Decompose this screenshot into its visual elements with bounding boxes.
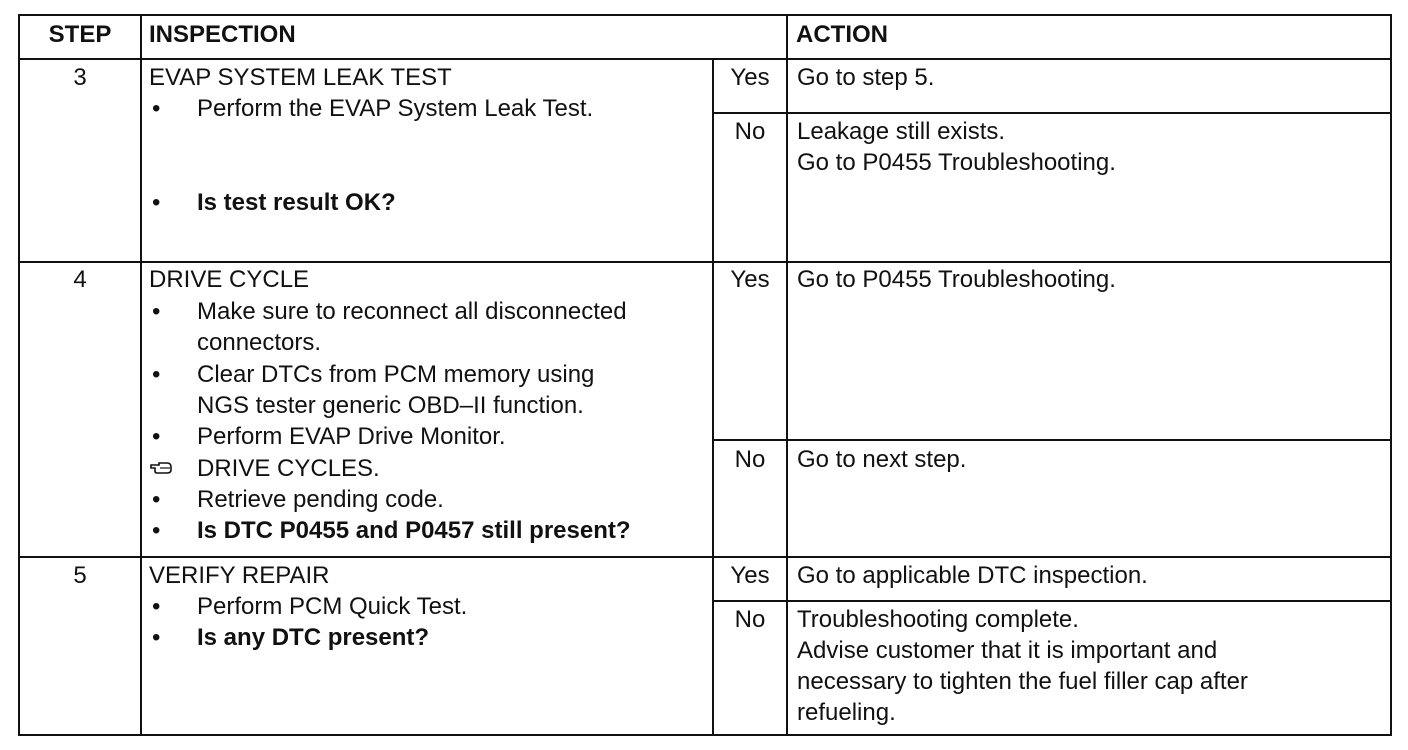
inspection-item: Make sure to reconnect all disconnected — [197, 298, 627, 325]
inspection-title: DRIVE CYCLE — [149, 266, 310, 293]
no-action: necessary to tighten the fuel filler cap after — [797, 668, 1248, 695]
inspection-item-continued: connectors. — [197, 329, 322, 356]
inspection-question: Is DTC P0455 and P0457 still present? — [197, 517, 631, 544]
no-action: Leakage still exists. — [797, 118, 1006, 145]
yes-action: Go to step 5. — [797, 64, 935, 91]
inspection-list — [142, 0, 712, 734]
inspection-item: Clear DTCs from PCM memory using — [197, 361, 595, 388]
inspection-question: Is any DTC present? — [197, 624, 430, 651]
no-action: refueling. — [797, 699, 896, 726]
yes-label: Yes — [730, 266, 770, 293]
bullet-icon: • — [152, 189, 161, 216]
reference-link[interactable]: DRIVE CYCLES. — [197, 455, 380, 482]
inspection-item: Perform PCM Quick Test. — [197, 593, 468, 620]
header-inspection: INSPECTION — [149, 21, 296, 48]
no-action: Go to next step. — [797, 446, 967, 473]
bullet-icon: • — [152, 624, 161, 651]
header-step: STEP — [48, 21, 112, 48]
bullet-icon: • — [152, 593, 161, 620]
step-number: 4 — [73, 266, 87, 293]
bullet-icon: • — [152, 486, 161, 513]
inspection-item-continued: NGS tester generic OBD–II function. — [197, 392, 584, 419]
inspection-question: Is test result OK? — [197, 189, 396, 216]
yes-label: Yes — [730, 562, 770, 589]
no-action: Advise customer that it is important and — [797, 637, 1218, 664]
bullet-icon: • — [152, 298, 161, 325]
bullet-icon: • — [152, 517, 161, 544]
inspection-item: Retrieve pending code. — [197, 486, 444, 513]
bullet-icon: • — [152, 423, 161, 450]
inspection-item: Perform EVAP Drive Monitor. — [197, 423, 506, 450]
yes-action: Go to applicable DTC inspection. — [797, 562, 1148, 589]
inspection-item: Perform the EVAP System Leak Test. — [197, 95, 594, 122]
no-label: No — [734, 446, 766, 473]
step-number: 5 — [73, 562, 87, 589]
no-label: No — [734, 606, 766, 633]
step-number: 3 — [73, 64, 87, 91]
inspection-title: VERIFY REPAIR — [149, 562, 330, 589]
inspection-title: EVAP SYSTEM LEAK TEST — [149, 64, 452, 91]
no-label: No — [734, 118, 766, 145]
bullet-icon: • — [152, 361, 161, 388]
bullet-icon: • — [152, 95, 161, 122]
header-action: ACTION — [796, 21, 888, 48]
no-action: Go to P0455 Troubleshooting. — [797, 149, 1116, 176]
yes-action: Go to P0455 Troubleshooting. — [797, 266, 1116, 293]
no-action: Troubleshooting complete. — [797, 606, 1079, 633]
yes-label: Yes — [730, 64, 770, 91]
